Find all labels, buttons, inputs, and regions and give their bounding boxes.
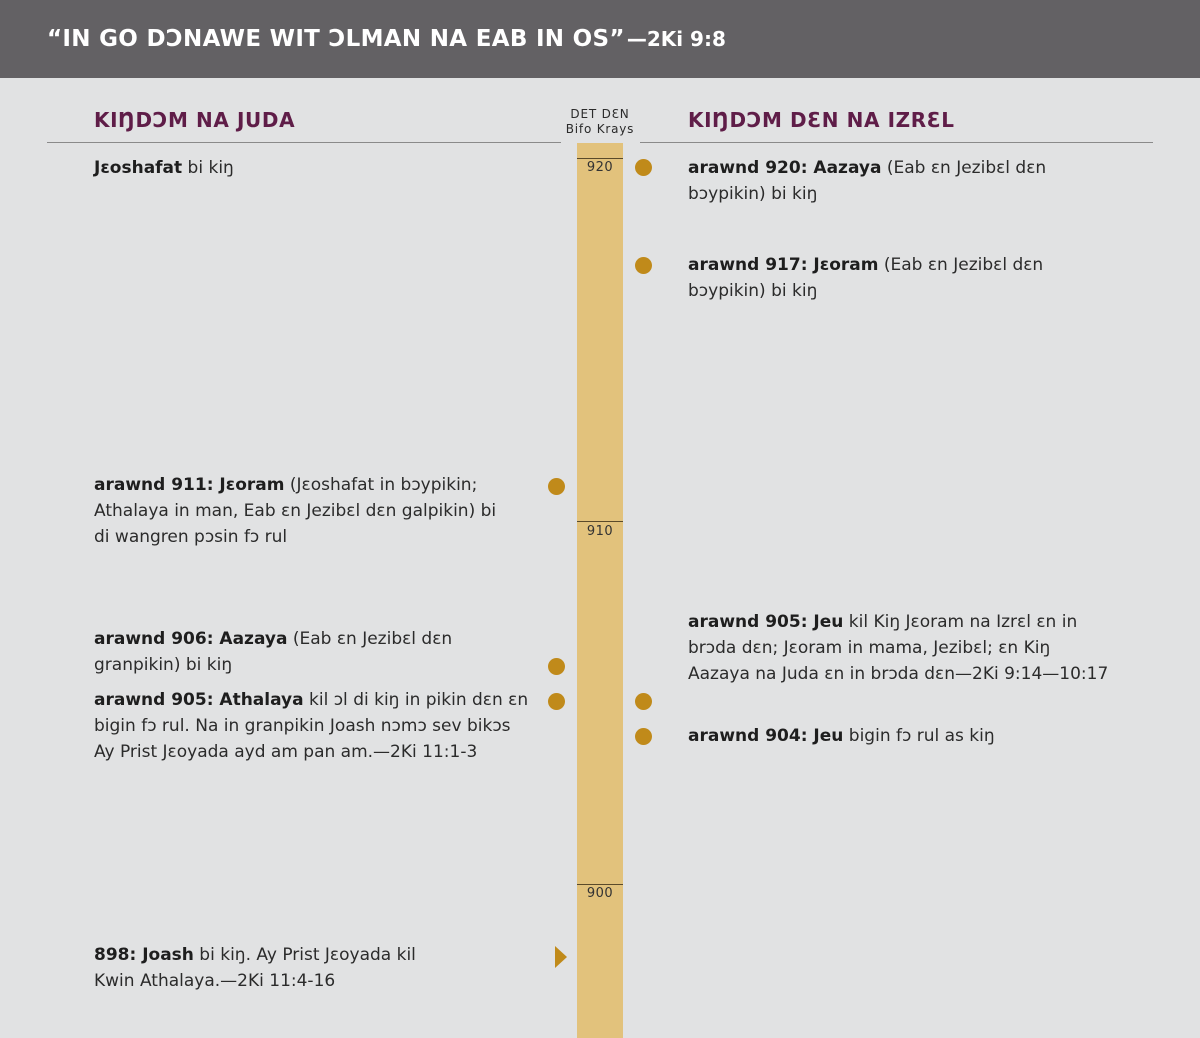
marker-dot-right-917 xyxy=(635,257,652,274)
tick-label-910: 910 xyxy=(586,524,614,539)
event-text: kil ɔl di kiŋ in pikin dɛn ɛn bigin fɔ rul. Na in granpikin Joash nɔmɔ sev bikɔs Ay Prist Jɛoyada ayd am pan am.—2Ki 11:1-3 xyxy=(94,690,529,762)
event-title: 898: Joash xyxy=(94,945,194,965)
event-izrel-904 xyxy=(688,723,1128,749)
tick-label-900: 900 xyxy=(586,886,614,901)
header-date-line1: DET DƐN xyxy=(570,107,630,121)
title-reference: —2Ki 9:8 xyxy=(626,27,726,51)
event-title: arawnd 911: Jɛoram xyxy=(94,475,285,495)
event-title: arawnd 920: Aazaya xyxy=(688,158,882,178)
event-text: (Jɛoshafat in bɔypikin; Athalaya in man, Eab ɛn Jezibɛl dɛn galpikin) bi di wangren pɔsin fɔ rul xyxy=(94,475,497,547)
tick-line-910 xyxy=(577,521,623,522)
event-text: (Eab ɛn Jezibɛl dɛn bɔypikin) bi kiŋ xyxy=(688,158,1047,204)
event-juda-906 xyxy=(94,626,524,678)
event-title: Jɛoshafat xyxy=(94,158,183,178)
header-date-line2: Bifo Krays xyxy=(565,122,635,136)
header-juda: KIŊDƆM NA JUDA xyxy=(94,108,296,132)
event-title: arawnd 904: Jeu xyxy=(688,726,844,746)
tick-label-920: 920 xyxy=(586,160,614,175)
marker-dot-right-920 xyxy=(635,159,652,176)
page-title: “IN GO DƆNAWE WIT ƆLMAN NA EAB IN OS” xyxy=(47,26,625,52)
title-bar xyxy=(0,0,1200,78)
marker-arrow-icon xyxy=(555,946,567,968)
event-title: arawnd 905: Jeu xyxy=(688,612,844,632)
event-izrel-917 xyxy=(688,252,1108,304)
header-izrel: KIŊDƆM DƐN NA IZRƐL xyxy=(688,108,955,132)
marker-dot-right-904 xyxy=(635,728,652,745)
event-izrel-905 xyxy=(688,609,1116,687)
header-divider-right xyxy=(640,142,1153,143)
event-text: (Eab ɛn Jezibɛl dɛn bɔypikin) bi kiŋ xyxy=(688,255,1044,301)
header-date xyxy=(560,107,640,137)
event-izrel-920 xyxy=(688,155,1108,207)
event-title: arawnd 917: Jɛoram xyxy=(688,255,879,275)
marker-dot-left-911 xyxy=(548,478,565,495)
event-juda-905 xyxy=(94,687,529,765)
event-text: bi kiŋ. Ay Prist Jɛoyada kil Kwin Athalaya.—2Ki 11:4-16 xyxy=(94,945,416,991)
event-text: kil Kiŋ Jɛoram na Izrɛl ɛn in brɔda dɛn; Jɛoram in mama, Jezibɛl; ɛn Kiŋ Aazaya na Juda ɛn in brɔda dɛn—2Ki 9:14—10:17 xyxy=(688,612,1109,684)
event-text: bi kiŋ xyxy=(182,158,234,178)
event-title: arawnd 906: Aazaya xyxy=(94,629,288,649)
marker-dot-left-906 xyxy=(548,658,565,675)
tick-line-920 xyxy=(577,158,623,159)
event-juda-898 xyxy=(94,942,424,994)
marker-dot-left-905 xyxy=(548,693,565,710)
event-juda-911 xyxy=(94,472,514,550)
timeline-bar xyxy=(577,143,623,1038)
tick-line-900 xyxy=(577,884,623,885)
header-divider-left xyxy=(47,142,561,143)
event-title: arawnd 905: Athalaya xyxy=(94,690,304,710)
event-juda-jeoshafat xyxy=(94,155,544,181)
event-text: (Eab ɛn Jezibɛl dɛn granpikin) bi kiŋ xyxy=(94,629,453,675)
event-text: bigin fɔ rul as kiŋ xyxy=(843,726,995,746)
marker-dot-right-905 xyxy=(635,693,652,710)
